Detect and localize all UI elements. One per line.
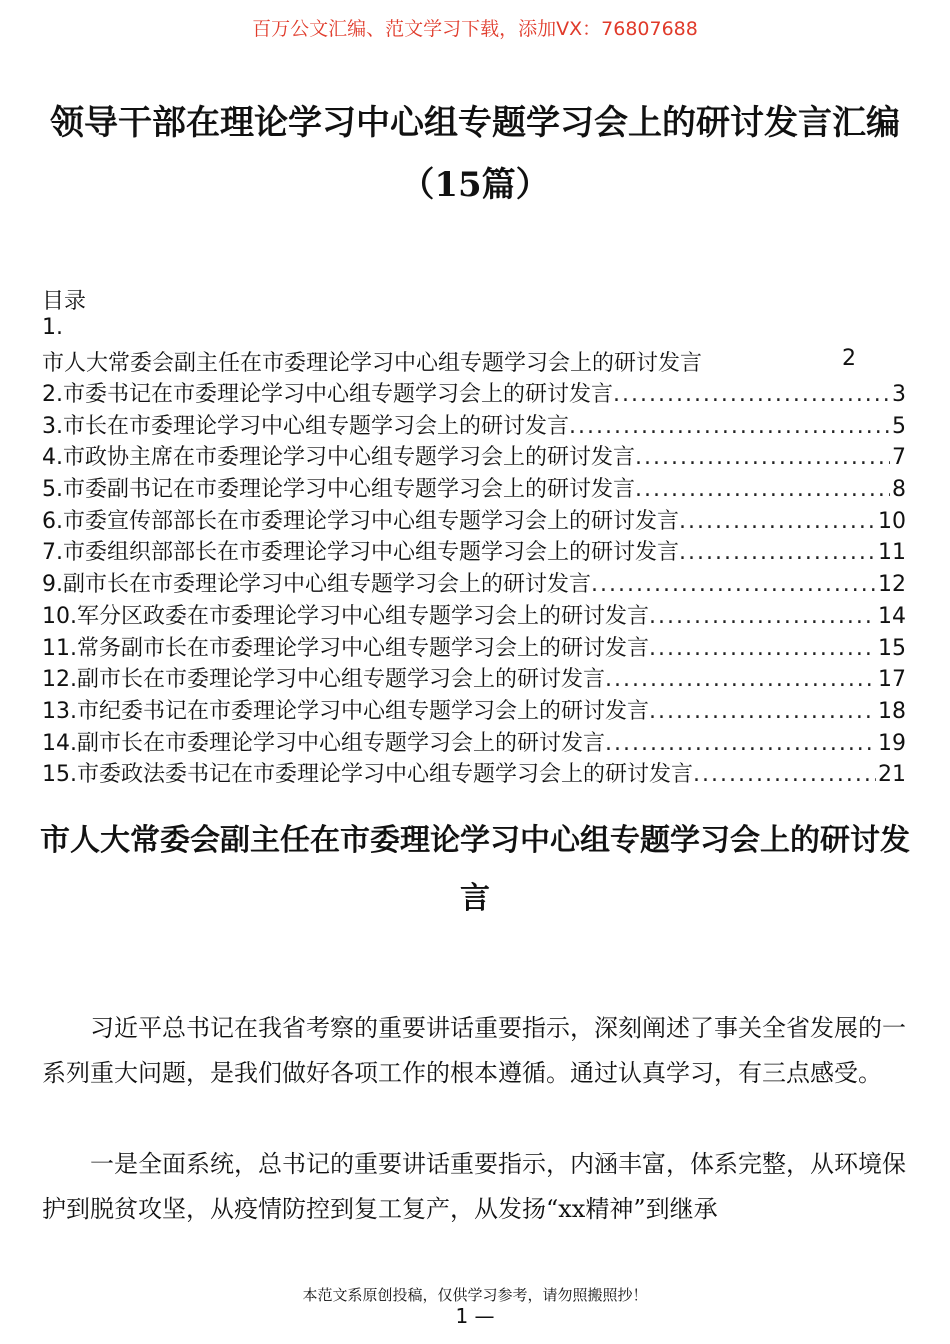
toc-leader xyxy=(613,382,890,407)
toc-item-number: 1. xyxy=(42,315,63,340)
toc-item[interactable] xyxy=(42,504,906,536)
toc-item-page: 3 xyxy=(892,382,906,407)
toc-list xyxy=(42,377,906,789)
toc-item[interactable] xyxy=(42,567,906,599)
toc-leader xyxy=(605,667,876,692)
toc-item-text: 12.副市长在市委理论学习中心组专题学习会上的研讨发言 xyxy=(42,667,605,693)
footer-note: 本范文系原创投稿，仅供学习参考，请勿照搬照抄！ xyxy=(302,1286,648,1304)
toc-item-text: 9.副市长在市委理论学习中心组专题学习会上的研讨发言 xyxy=(42,572,591,598)
toc-item-page: 8 xyxy=(892,477,906,503)
toc-item-page: 10 xyxy=(878,508,906,534)
document-title: 领导干部在理论学习中心组专题学习会上的研讨发言汇编（15篇） xyxy=(50,103,900,205)
toc-item-page: 2 xyxy=(842,346,856,371)
toc-item[interactable] xyxy=(42,694,906,726)
toc-item[interactable] xyxy=(42,377,906,409)
page-number-value: 1 xyxy=(455,1304,469,1328)
toc-item[interactable] xyxy=(42,599,906,631)
toc-item-page: 15 xyxy=(878,635,906,661)
toc-item-text: 10.军分区政委在市委理论学习中心组专题学习会上的研讨发言 xyxy=(42,603,649,629)
toc-item[interactable] xyxy=(42,346,862,377)
toc-item-page: 11 xyxy=(878,540,906,566)
page-number: 1 — xyxy=(455,1304,495,1328)
toc-item[interactable] xyxy=(42,757,906,789)
toc-item-text: 5.市委副书记在市委理论学习中心组专题学习会上的研讨发言 xyxy=(42,477,635,503)
toc-item-page: 17 xyxy=(878,667,906,693)
toc-item-text: 13.市纪委书记在市委理论学习中心组专题学习会上的研讨发言 xyxy=(42,698,649,724)
toc-leader xyxy=(679,509,876,534)
toc-leader xyxy=(649,636,876,661)
toc-leader xyxy=(649,604,876,629)
toc-label: 目录 xyxy=(42,289,87,314)
body-paragraph: 习近平总书记在我省考察的重要讲话重要指示，深刻阐述了事关全省发展的一系列重大问题，是我们做好各项工作的根本遵循。通过认真学习，有三点感受。 xyxy=(42,1014,906,1087)
toc-item-text: 2.市委书记在市委理论学习中心组专题学习会上的研讨发言 xyxy=(42,382,613,407)
toc-leader xyxy=(693,762,876,787)
toc-item-text: 7.市委组织部部长在市委理论学习中心组专题学习会上的研讨发言 xyxy=(42,540,679,566)
toc-item-text: 15.市委政法委书记在市委理论学习中心组专题学习会上的研讨发言 xyxy=(42,762,693,788)
toc-item-page: 5 xyxy=(892,413,906,439)
toc-item-page: 21 xyxy=(878,762,906,788)
toc-item-text: 14.副市长在市委理论学习中心组专题学习会上的研讨发言 xyxy=(42,730,605,756)
toc-item[interactable] xyxy=(42,662,906,694)
toc-leader xyxy=(679,540,876,565)
toc-item-page: 7 xyxy=(892,445,906,471)
body-paragraph: 一是全面系统，总书记的重要讲话重要指示，内涵丰富，体系完整，从环境保护到脱贫攻坚，从疫情防控到复工复产，从发扬“xx精神”到继承 xyxy=(42,1150,906,1223)
toc-item[interactable] xyxy=(42,409,906,441)
toc-leader xyxy=(635,477,890,502)
toc-item-text: 市人大常委会副主任在市委理论学习中心组专题学习会上的研讨发言 xyxy=(42,351,703,376)
toc-item-page: 14 xyxy=(878,603,906,629)
toc-leader xyxy=(605,731,876,756)
toc-leader xyxy=(591,572,876,597)
watermark-banner: 百万公文汇编、范文学习下载，添加VX：76807688 xyxy=(252,18,698,40)
toc-item[interactable] xyxy=(42,440,906,472)
toc-item[interactable] xyxy=(42,726,906,758)
toc-item-page: 18 xyxy=(878,698,906,724)
toc-item-page: 12 xyxy=(878,572,906,598)
toc-item-text: 3.市长在市委理论学习中心组专题学习会上的研讨发言 xyxy=(42,413,569,439)
toc-item[interactable] xyxy=(42,631,906,663)
toc-leader xyxy=(635,445,890,470)
toc-item-text: 4.市政协主席在市委理论学习中心组专题学习会上的研讨发言 xyxy=(42,445,635,471)
section-title: 市人大常委会副主任在市委理论学习中心组专题学习会上的研讨发言 xyxy=(40,823,910,916)
toc-item-text: 6.市委宣传部部长在市委理论学习中心组专题学习会上的研讨发言 xyxy=(42,508,679,534)
toc-leader xyxy=(569,414,890,439)
toc-item-page: 19 xyxy=(878,730,906,756)
toc-item[interactable] xyxy=(42,472,906,504)
toc-item[interactable] xyxy=(42,535,906,567)
toc-item-text: 11.常务副市长在市委理论学习中心组专题学习会上的研讨发言 xyxy=(42,635,649,661)
toc-leader xyxy=(649,699,876,724)
